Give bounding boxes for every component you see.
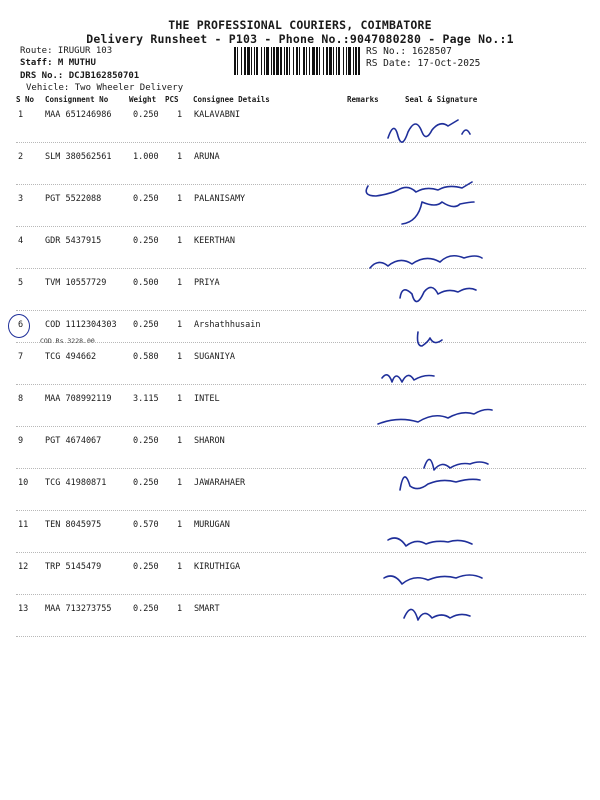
row-weight: 0.250 — [133, 194, 159, 204]
row-consignee: MURUGAN — [194, 520, 230, 530]
row-sno: 10 — [18, 478, 29, 488]
row-pcs: 1 — [177, 110, 183, 120]
row-pcs: 1 — [177, 562, 183, 572]
col-consignment: Consignment No — [45, 95, 109, 104]
row-weight: 3.115 — [133, 394, 159, 404]
company-title: THE PROFESSIONAL COURIERS, COIMBATORE — [168, 18, 432, 32]
row-consignee: SUGANIYA — [194, 352, 235, 362]
row-pcs: 1 — [177, 478, 183, 488]
row-weight: 0.250 — [133, 436, 159, 446]
staff-label: Staff: M MUTHU — [20, 58, 96, 68]
vehicle-label: Vehicle: Two Wheeler Delivery — [26, 83, 184, 93]
route-label: Route: IRUGUR 103 — [20, 46, 113, 56]
row-sno: 4 — [18, 236, 24, 246]
col-weight: Weight — [129, 95, 157, 104]
barcode-image — [234, 47, 360, 75]
row-weight: 0.250 — [133, 478, 159, 488]
row-pcs: 1 — [177, 320, 183, 330]
col-seal-signature: Seal & Signature — [405, 95, 478, 104]
row-consignment-no: COD 1112304303 — [45, 320, 117, 330]
row-weight: 0.250 — [133, 110, 159, 120]
row-consignee: KEERTHAN — [194, 236, 235, 246]
row-consignee: PRIYA — [194, 278, 220, 288]
row-consignment-no: TVM 10557729 — [45, 278, 107, 288]
row-pcs: 1 — [177, 436, 183, 446]
col-sno: S No — [16, 95, 35, 104]
circled-mark-icon — [8, 314, 30, 338]
row-pcs: 1 — [177, 278, 183, 288]
row-consignee: KIRUTHIGA — [194, 562, 241, 572]
row-consignment-no: MAA 713273755 — [45, 604, 112, 614]
rs-date: RS Date: 17-Oct-2025 — [366, 58, 481, 69]
row-consignment-no: TEN 8045975 — [45, 520, 102, 530]
row-consignment-no: GDR 5437915 — [45, 236, 102, 246]
col-pcs: PCS — [165, 95, 179, 104]
cod-amount-note: COD Rs.3228.00 — [40, 337, 95, 345]
row-weight: 0.570 — [133, 520, 159, 530]
row-pcs: 1 — [177, 194, 183, 204]
row-sno: 12 — [18, 562, 29, 572]
row-consignee: Arshathhusain — [194, 320, 261, 330]
row-weight: 0.250 — [133, 320, 159, 330]
row-sno: 11 — [18, 520, 29, 530]
row-weight: 1.000 — [133, 152, 159, 162]
row-weight: 0.250 — [133, 236, 159, 246]
runsheet-subtitle: Delivery Runsheet - P103 - Phone No.:9047080280 - Page No.:1 — [86, 32, 514, 46]
row-consignee: SMART — [194, 604, 220, 614]
drs-number: DRS No.: DCJB162850701 — [20, 71, 140, 81]
row-consignee: KALAVABNI — [194, 110, 241, 120]
row-pcs: 1 — [177, 352, 183, 362]
row-pcs: 1 — [177, 604, 183, 614]
row-sno: 8 — [18, 394, 24, 404]
signatures-image — [360, 110, 540, 650]
row-consignment-no: TCG 41980871 — [45, 478, 107, 488]
col-consignee: Consignee Details — [193, 95, 270, 104]
row-consignment-no: PGT 4674067 — [45, 436, 102, 446]
row-sno: 5 — [18, 278, 24, 288]
row-consignee: ARUNA — [194, 152, 220, 162]
row-consignment-no: TCG 494662 — [45, 352, 97, 362]
row-weight: 0.250 — [133, 604, 159, 614]
col-remarks: Remarks — [347, 95, 379, 104]
row-sno: 6 — [18, 320, 24, 330]
row-consignee: JAWARAHAER — [194, 478, 246, 488]
row-consignment-no: SLM 380562561 — [45, 152, 112, 162]
row-sno: 7 — [18, 352, 24, 362]
row-sno: 1 — [18, 110, 24, 120]
row-consignee: SHARON — [194, 436, 225, 446]
row-pcs: 1 — [177, 236, 183, 246]
row-consignment-no: TRP 5145479 — [45, 562, 102, 572]
row-weight: 0.250 — [133, 562, 159, 572]
row-pcs: 1 — [177, 152, 183, 162]
row-sno: 3 — [18, 194, 24, 204]
row-pcs: 1 — [177, 520, 183, 530]
row-pcs: 1 — [177, 394, 183, 404]
row-weight: 0.580 — [133, 352, 159, 362]
row-consignment-no: MAA 708992119 — [45, 394, 112, 404]
row-consignment-no: PGT 5522088 — [45, 194, 102, 204]
row-sno: 9 — [18, 436, 24, 446]
rs-number: RS No.: 1628507 — [366, 46, 452, 57]
row-weight: 0.500 — [133, 278, 159, 288]
row-consignee: INTEL — [194, 394, 220, 404]
row-consignment-no: MAA 651246986 — [45, 110, 112, 120]
row-consignee: PALANISAMY — [194, 194, 246, 204]
row-sno: 2 — [18, 152, 24, 162]
row-sno: 13 — [18, 604, 29, 614]
